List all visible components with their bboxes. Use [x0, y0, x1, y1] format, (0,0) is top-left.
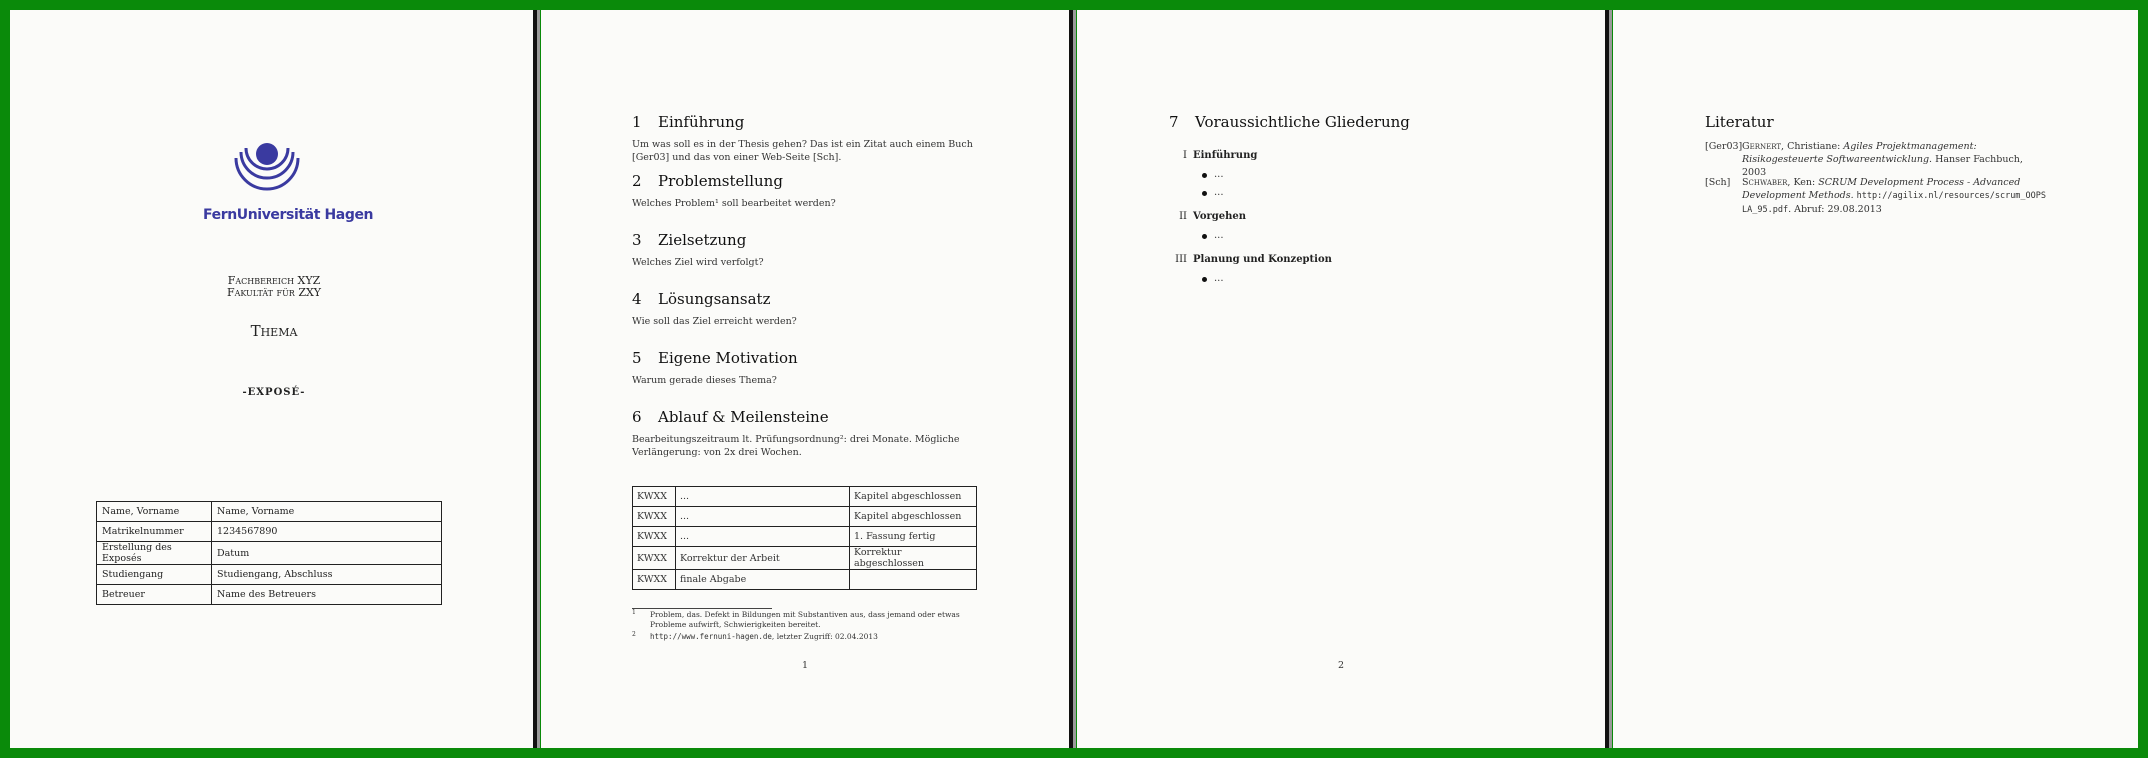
- bib-author: Schwaber: [1742, 177, 1788, 188]
- university-logo-icon: [234, 130, 300, 200]
- outline-part: [1169, 150, 1257, 161]
- section-heading: [632, 349, 798, 367]
- footnote-1-text: Problem, das. Defekt in Bildungen mit Substantiven aus, dass jemand oder etwas Probleme aufwirft, Schwierigkeiten bereitet.: [650, 610, 960, 629]
- milestone-row: [633, 547, 977, 570]
- section-number: 5: [632, 349, 642, 367]
- info-row: [97, 542, 442, 565]
- department-line-2: Fakultät für ZXY: [226, 286, 322, 299]
- milestone-table: [632, 486, 977, 590]
- doc-type: -EXPOSÉ-: [242, 387, 306, 398]
- outline-part-number: III: [1175, 254, 1187, 265]
- footnote-2-rest: , letzter Zugriff: 02.04.2013: [771, 632, 878, 641]
- bib-key: [Sch]: [1705, 177, 1731, 188]
- footnote-1-mark: 1: [632, 609, 636, 616]
- department-line-1: Fachbereich XYZ: [227, 274, 321, 287]
- outline-item: ...: [1214, 187, 1224, 198]
- milestone-task: ...: [676, 487, 850, 507]
- page-2: [1077, 10, 1605, 748]
- section-text: Bearbeitungszeitraum lt. Prüfungsordnung²: drei Monate. Mögliche Verlängerung: von 2x drei Wochen.: [632, 434, 960, 458]
- section-heading: [632, 408, 829, 426]
- section-text: Welches Problem¹ soll bearbeitet werden?: [632, 198, 836, 209]
- section-number: 3: [632, 231, 642, 249]
- section-text: Welches Ziel wird verfolgt?: [632, 257, 764, 268]
- footnote-1: [632, 610, 977, 630]
- bibliography-heading: Literatur: [1705, 113, 1774, 131]
- outline-part-number: II: [1179, 211, 1187, 222]
- title-page: [10, 10, 533, 748]
- milestone-week: KWXX: [633, 527, 676, 547]
- bib-entry-ger03: [1705, 140, 2050, 179]
- topic-title: Thema: [250, 322, 298, 340]
- section-heading: [632, 290, 771, 308]
- bib-publisher: Hanser Fachbuch, 2003: [1742, 154, 2023, 178]
- section-title: Zielsetzung: [658, 231, 747, 249]
- page-separator: [1609, 10, 1612, 748]
- section-number: 2: [632, 172, 642, 190]
- milestone-result: Korrektur abgeschlossen: [850, 547, 977, 570]
- bib-entry-sch: [1705, 176, 2050, 217]
- footnote-2: [632, 632, 977, 642]
- info-value: Name des Betreuers: [212, 585, 442, 605]
- bib-author-rest: , Ken:: [1787, 177, 1816, 188]
- milestone-row: [633, 527, 977, 547]
- section-number: 4: [632, 290, 642, 308]
- bib-title: SCRUM Development Process - Advanced Development Methods.: [1742, 177, 2021, 201]
- bullet-icon: [1202, 234, 1207, 239]
- bib-author: Gernert: [1742, 141, 1782, 152]
- info-value: Studiengang, Abschluss: [212, 565, 442, 585]
- section-title: Eigene Motivation: [658, 349, 798, 367]
- section-number: 6: [632, 408, 642, 426]
- footnote-2-mark: 2: [632, 631, 636, 638]
- milestone-week: KWXX: [633, 547, 676, 570]
- outline-item: ...: [1214, 230, 1224, 241]
- section-title: Ablauf & Meilensteine: [658, 408, 829, 426]
- info-label: Erstellung des Exposés: [97, 542, 212, 565]
- info-label: Studiengang: [97, 565, 212, 585]
- page-number: 1: [802, 660, 809, 671]
- section-title: Lösungsansatz: [658, 290, 771, 308]
- bullet-icon: [1202, 191, 1207, 196]
- milestone-week: KWXX: [633, 487, 676, 507]
- info-row: [97, 585, 442, 605]
- footnote-rule: [632, 608, 772, 609]
- section-text: Warum gerade dieses Thema?: [632, 375, 777, 386]
- student-info-table: [96, 501, 442, 605]
- outline-part: [1169, 211, 1246, 222]
- bib-key: [Ger03]: [1705, 141, 1743, 152]
- bib-title: Agiles Projektmanagement: Risikogesteuerte Softwareentwicklung.: [1742, 141, 1977, 165]
- university-name: FernUniversität Hagen: [203, 207, 374, 223]
- bib-author-rest: , Christiane:: [1781, 141, 1841, 152]
- section-number: 1: [632, 113, 642, 131]
- milestone-result: Kapitel abgeschlossen: [850, 487, 977, 507]
- milestone-result: 1. Fassung fertig: [850, 527, 977, 547]
- milestone-row: [633, 507, 977, 527]
- section-heading: [632, 113, 744, 131]
- bib-access: . Abruf: 29.08.2013: [1788, 204, 1882, 215]
- section-heading: [1169, 113, 1410, 131]
- info-row: [97, 522, 442, 542]
- bullet-icon: [1202, 277, 1207, 282]
- outline-part: [1169, 254, 1332, 265]
- info-row: [97, 565, 442, 585]
- page-number: 2: [1338, 660, 1345, 671]
- milestone-task: ...: [676, 507, 850, 527]
- section-text: Wie soll das Ziel erreicht werden?: [632, 316, 797, 327]
- info-label: Matrikelnummer: [97, 522, 212, 542]
- info-value: Datum: [212, 542, 442, 565]
- milestone-week: KWXX: [633, 507, 676, 527]
- section-heading: [632, 172, 783, 190]
- bullet-icon: [1202, 173, 1207, 178]
- section-title: Einführung: [658, 113, 745, 131]
- milestone-result: [850, 570, 977, 590]
- info-value: 1234567890: [212, 522, 442, 542]
- outline-item: ...: [1214, 273, 1224, 284]
- section-title: Problemstellung: [658, 172, 783, 190]
- page-separator: [537, 10, 540, 748]
- milestone-row: [633, 570, 977, 590]
- section-number: 7: [1169, 113, 1179, 131]
- outline-part-number: I: [1183, 150, 1187, 161]
- milestone-row: [633, 487, 977, 507]
- info-label: Name, Vorname: [97, 502, 212, 522]
- info-row: [97, 502, 442, 522]
- page-3: [1613, 10, 2138, 748]
- milestone-task: Korrektur der Arbeit: [676, 547, 850, 570]
- outline-part-title: Einführung: [1193, 150, 1258, 161]
- section-title: Voraussichtliche Gliederung: [1195, 113, 1410, 131]
- milestone-result: Kapitel abgeschlossen: [850, 507, 977, 527]
- page-separator: [1073, 10, 1076, 748]
- bib-url[interactable]: http://agilix.nl/resources/scrum_OOPSLA_95.pdf: [1742, 191, 2047, 215]
- outline-item: ...: [1214, 169, 1224, 180]
- page-1: [541, 10, 1069, 748]
- outline-part-title: Vorgehen: [1193, 211, 1247, 222]
- footnote-2-link[interactable]: http://www.fernuni-hagen.de: [650, 632, 772, 641]
- info-label: Betreuer: [97, 585, 212, 605]
- section-heading: [632, 231, 746, 249]
- milestone-week: KWXX: [633, 570, 676, 590]
- milestone-task: ...: [676, 527, 850, 547]
- outline-part-title: Planung und Konzeption: [1193, 254, 1332, 265]
- info-value: Name, Vorname: [212, 502, 442, 522]
- milestone-task: finale Abgabe: [676, 570, 850, 590]
- section-text: Um was soll es in der Thesis gehen? Das ist ein Zitat auch einem Buch [Ger03] und das von einer Web-Seite [Sch].: [632, 139, 973, 163]
